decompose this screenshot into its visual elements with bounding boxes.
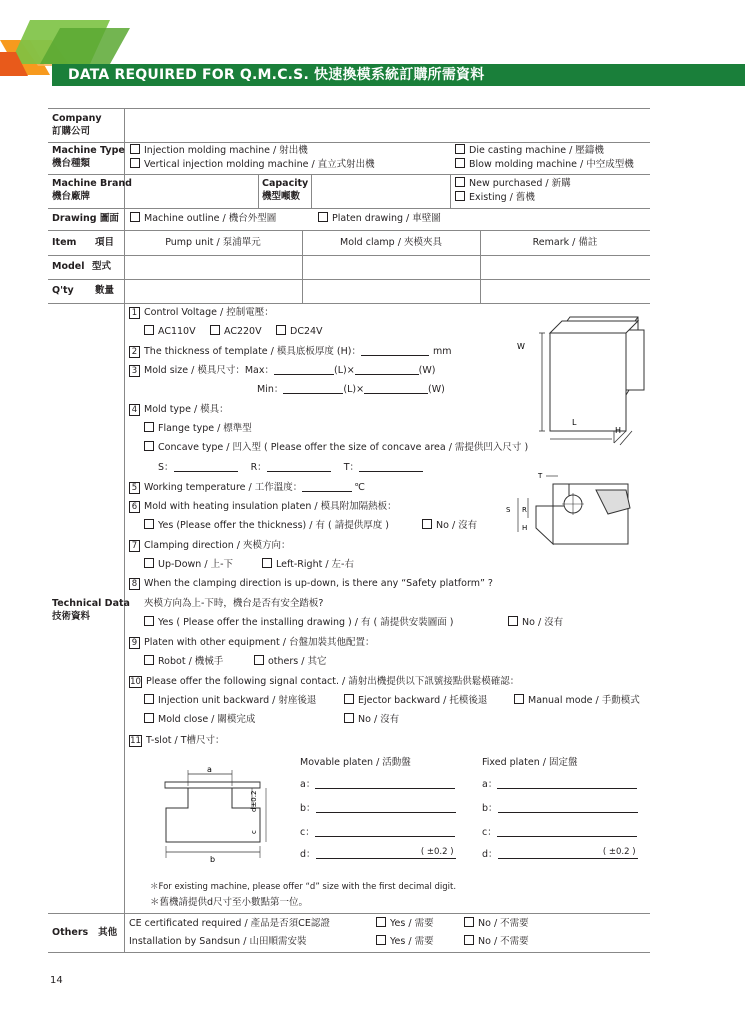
tslot-a: a (207, 765, 212, 774)
section-control-voltage: 1 Control Voltage / 控制電壓： (129, 306, 274, 319)
section-signal-contact: 10 Please offer the following signal contact. / 請射出機提供以下訊號接點供鬆模確認： (130, 676, 520, 687)
technical-data-label: Technical Data 技術資料 (52, 598, 130, 622)
s-field[interactable] (174, 461, 238, 472)
option-manual-mode[interactable]: Manual mode / 手動模式 (514, 694, 640, 707)
section-mold-type: 4 Mold type / 模具： (129, 403, 229, 416)
checkbox[interactable] (344, 694, 354, 704)
option-safety-no[interactable]: No / 沒有 (508, 616, 563, 629)
fixed-platen-label: Fixed platen / 固定盤 (482, 757, 578, 768)
mold-diagram (510, 305, 660, 450)
dim-r: R (522, 506, 527, 514)
dim-t: T (538, 472, 543, 480)
dim-w: W (517, 342, 525, 351)
section-clamping-direction: 7 Clamping direction / 夾模方向： (129, 539, 290, 552)
checkbox[interactable] (144, 422, 154, 432)
section-mold-size: 3 Mold size / 模具尺寸：Max： (L)× (W) (129, 364, 435, 377)
item-label-zh: 項目 (95, 237, 115, 248)
checkbox[interactable] (144, 519, 154, 529)
checkbox[interactable] (262, 558, 272, 568)
qty-label-en: Q'ty (52, 285, 74, 296)
concave-diagram (498, 468, 638, 553)
dim-h2: H (522, 524, 528, 532)
temperature-field[interactable] (302, 481, 352, 492)
movable-d-field[interactable]: d： ( ±0.2 ) (300, 847, 454, 860)
checkbox[interactable] (254, 655, 264, 665)
checkbox[interactable] (455, 144, 465, 154)
option-flange-type[interactable]: Flange type / 標準型 (144, 422, 252, 435)
install-no[interactable]: No / 不需要 (464, 935, 529, 948)
checkbox[interactable] (130, 144, 140, 154)
option-new-purchased[interactable]: New purchased / 新購 (455, 177, 571, 190)
option-insulation-yes[interactable]: Yes (Please offer the thickness) / 有 ( 請提供厚度 ) (144, 519, 389, 532)
dim-s: S (506, 506, 511, 514)
option-others[interactable]: others / 其它 (254, 655, 327, 668)
tslot-d: d±0.2 (250, 790, 258, 812)
checkbox[interactable] (144, 616, 154, 626)
option-blow-molding[interactable]: Blow molding machine / 中空成型機 (455, 158, 634, 171)
option-insulation-no[interactable]: No / 沒有 (422, 519, 477, 532)
max-l-field[interactable] (274, 364, 334, 375)
col-pump-unit: Pump unit / 泵浦單元 (165, 237, 261, 248)
option-ac220v[interactable]: AC220V (210, 325, 262, 338)
item-label-en: Item (52, 237, 77, 248)
checkbox[interactable] (508, 616, 518, 626)
checkbox[interactable] (210, 325, 220, 335)
option-injection-backward[interactable]: Injection unit backward / 射座後退 (144, 694, 316, 707)
drawing-label: Drawing 圖面 (52, 213, 119, 224)
checkbox[interactable] (144, 713, 154, 723)
option-injection-molding[interactable]: Injection molding machine / 射出機 (130, 144, 308, 157)
movable-b-field[interactable]: b： (300, 802, 456, 815)
fixed-d-field[interactable]: d： ( ±0.2 ) (482, 847, 636, 860)
movable-c-field[interactable]: c： (300, 826, 455, 839)
section-working-temperature: 5 Working temperature / 工作溫度： ℃ (129, 481, 365, 494)
capacity-label: Capacity 機型噸數 (262, 178, 309, 202)
option-machine-outline[interactable]: Machine outline / 機台外型圖 (130, 212, 276, 225)
movable-a-field[interactable]: a： (300, 778, 455, 791)
ce-label: CE certificated required / 產品是否須CE認證 (129, 918, 330, 929)
section-safety-platform: 8 When the clamping direction is up-down, is there any “Safety platform” ? (129, 577, 493, 590)
qty-label-zh: 數量 (95, 285, 115, 296)
dim-l: L (572, 418, 577, 427)
dim-h: H (615, 426, 622, 435)
movable-platen-label: Movable platen / 活動盤 (300, 757, 411, 768)
section-mold-size-min: Min： (L)× (W) (257, 384, 445, 395)
checkbox[interactable] (464, 935, 474, 945)
thickness-field[interactable] (361, 345, 429, 356)
min-l-field[interactable] (283, 383, 343, 394)
model-label-zh: 型式 (92, 261, 112, 272)
note-zh: ＊舊機請提供d尺寸至小數點第一位。 (150, 897, 309, 908)
r-field[interactable] (267, 461, 331, 472)
model-label-en: Model (52, 261, 85, 272)
option-left-right[interactable]: Left-Right / 左-右 (262, 558, 354, 571)
option-concave-type[interactable]: Concave type / 凹入型 ( Please offer the size of concave area / 需提供凹入尺寸 ) (144, 441, 528, 454)
section-heating-insulation: 6 Mold with heating insulation platen / 模具附加隔熱板： (129, 500, 397, 513)
col-remark: Remark / 備註 (532, 237, 598, 248)
checkbox[interactable] (376, 935, 386, 945)
option-platen-drawing[interactable]: Platen drawing / 車壁圖 (318, 212, 441, 225)
checkbox[interactable] (130, 212, 140, 222)
fixed-b-field[interactable]: b： (482, 802, 638, 815)
note-en: ＊For existing machine, please offer “d” size with the first decimal digit. (150, 882, 457, 892)
checkbox[interactable] (144, 441, 154, 451)
min-w-field[interactable] (364, 383, 428, 394)
option-vertical-injection[interactable]: Vertical injection molding machine / 直立式射出機 (130, 158, 375, 171)
company-label: Company 訂購公司 (52, 113, 102, 137)
checkbox[interactable] (422, 519, 432, 529)
checkbox[interactable] (344, 713, 354, 723)
fixed-a-field[interactable]: a： (482, 778, 637, 791)
checkbox[interactable] (455, 158, 465, 168)
checkbox[interactable] (144, 694, 154, 704)
max-w-field[interactable] (355, 364, 419, 375)
option-ejector-backward[interactable]: Ejector backward / 托模後退 (344, 694, 487, 707)
checkbox[interactable] (130, 158, 140, 168)
option-signal-no[interactable]: No / 沒有 (344, 713, 399, 726)
section-t-slot: 11 T-slot / T槽尺寸： (130, 735, 225, 746)
option-ac110v[interactable]: AC110V (144, 325, 196, 338)
checkbox[interactable] (318, 212, 328, 222)
fixed-c-field[interactable]: c： (482, 826, 637, 839)
checkbox[interactable] (376, 917, 386, 927)
machine-type-label: Machine Type 機台種類 (52, 145, 125, 169)
option-die-casting[interactable]: Die casting machine / 壓鑄機 (455, 144, 604, 157)
page-number: 14 (50, 975, 63, 986)
option-mold-close[interactable]: Mold close / 關模完成 (144, 713, 255, 726)
section-template-thickness: 2 The thickness of template / 模具底板厚度 (H)： mm (129, 345, 451, 358)
install-label: Installation by Sandsun / 山田順需安裝 (129, 936, 307, 947)
tslot-b: b (210, 855, 216, 864)
others-label: Others 其他 (52, 927, 118, 938)
ce-no[interactable]: No / 不需要 (464, 917, 529, 930)
checkbox[interactable] (455, 191, 465, 201)
page-title: DATA REQUIRED FOR Q.M.C.S. 快速換模系統訂購所需資料 (68, 67, 485, 83)
section-platen-equipment: 9 Platen with other equipment / 台盤加裝其他配置： (129, 636, 374, 649)
option-existing[interactable]: Existing / 舊機 (455, 191, 535, 204)
checkbox[interactable] (455, 177, 465, 187)
checkbox[interactable] (144, 655, 154, 665)
option-up-down[interactable]: Up-Down / 上-下 (144, 558, 233, 571)
option-safety-yes[interactable]: Yes ( Please offer the installing drawing ) / 有 ( 請提供安裝圖面 ) (144, 616, 453, 629)
concave-size-fields: S： R： T： (158, 461, 423, 474)
ce-yes[interactable]: Yes / 需要 (376, 917, 434, 930)
checkbox[interactable] (464, 917, 474, 927)
tslot-c: c (250, 830, 258, 834)
safety-platform-zh: 夾模方向為上-下時，機台是否有安全踏板? (144, 598, 324, 609)
checkbox[interactable] (514, 694, 524, 704)
checkbox[interactable] (276, 325, 286, 335)
checkbox[interactable] (144, 558, 154, 568)
t-slot-diagram (160, 762, 280, 867)
checkbox[interactable] (144, 325, 154, 335)
t-field[interactable] (359, 461, 423, 472)
machine-brand-label: Machine Brand 機台廠牌 (52, 178, 132, 202)
option-robot[interactable]: Robot / 機械手 (144, 655, 223, 668)
col-mold-clamp: Mold clamp / 夾模夾具 (340, 237, 442, 248)
install-yes[interactable]: Yes / 需要 (376, 935, 434, 948)
option-dc24v[interactable]: DC24V (276, 325, 323, 338)
